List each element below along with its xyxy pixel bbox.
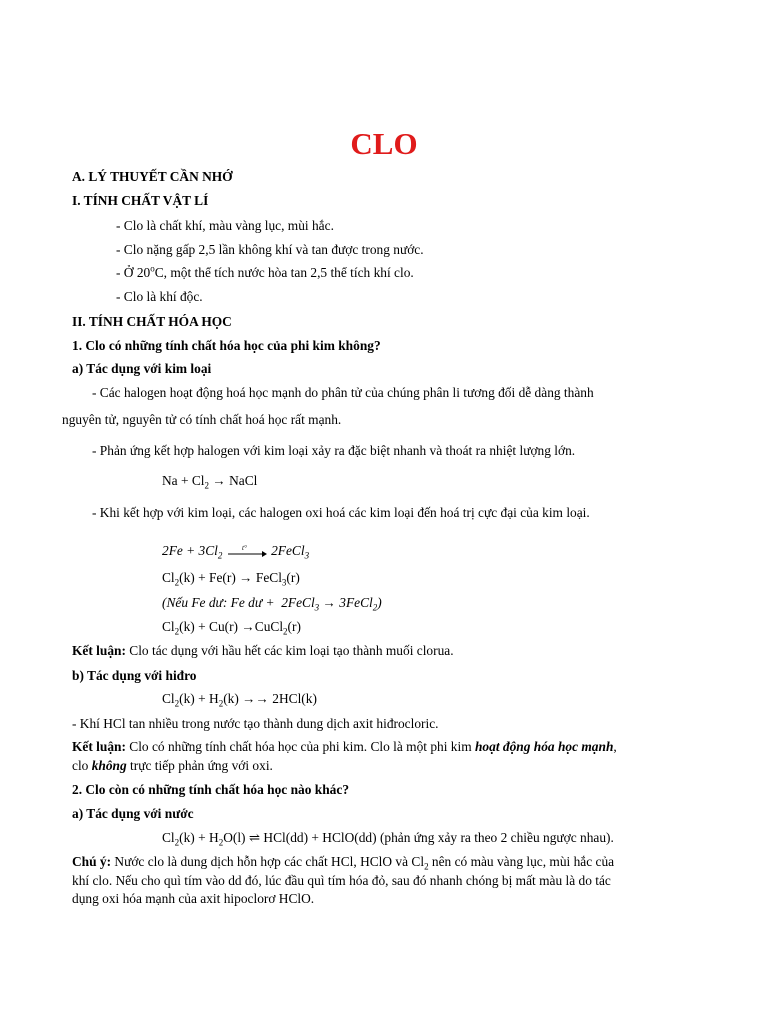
equation-cl2-fe-state: $Cl_2(k) + Fe(r)$ → FeCl$_3$(r) [162, 570, 300, 588]
paragraph-halogen-line-1: - Các halogen hoạt động hoá học mạnh do phân tử của chúng phân li tương đối dễ dàng thành [92, 385, 594, 400]
section-i-heading: I. TÍNH CHẤT VẬT LÍ [72, 193, 209, 208]
question-2-heading: 2. Clo còn có những tính chất hóa học nào khác? [72, 782, 350, 797]
equation-cl2-cu: $Cl_2(k) + Cu(r)$ →CuCl$_2$(r) [162, 619, 301, 637]
heat-label: t° [241, 544, 247, 552]
equation-fe-cl2: $2Fe + 3Cl_2$ t° 2FeCl$_3$ [162, 543, 310, 561]
heat-arrow [226, 545, 268, 559]
note-line-1: Chú ý: Nước clo là dung dịch hỗn hợp các chất HCl, HClO và $Cl_2$ nên có màu vàng lục, mùi hắc của [72, 854, 615, 872]
note-line-2: khí clo. Nếu cho quì tím vào dd đó, lúc đầu quì tím hóa đỏ, sau đó nhanh chóng bị mất màu là do tác [72, 873, 611, 888]
equation-na-cl2: $Na + Cl_2$ → NaCl [162, 473, 258, 491]
note-line-3: dụng oxi hóa mạnh của axit hipoclorơ HClO. [72, 891, 315, 906]
question-1-heading: 1. Clo có những tính chất hóa học của phi kim không? [72, 338, 381, 353]
equation-cl2-water: $Cl_2(k) + H_2O(l)$ ⇌ HCl(dd) + HClO(dd) (phản ứng xảy ra theo 2 chiều ngược nhau). [162, 830, 614, 848]
physical-property-1: - Clo là chất khí, màu vàng lục, mùi hắc. [116, 218, 334, 233]
conclusion-2-line-2: clo không trực tiếp phản ứng với oxi. [72, 758, 273, 773]
paragraph-max-oxidation: - Khi kết hợp với kim loại, các halogen oxi hoá các kim loại đến hoá trị cực đại của kim loại. [92, 505, 590, 520]
paragraph-hcl-solution: - Khí HCl tan nhiều trong nước tạo thành dung dịch axit hiđrocloric. [72, 716, 439, 731]
equation-cl2-h2: $Cl_2(k) + H_2(k) \to\to 2HCl(k)$ [162, 691, 317, 709]
equation-fe-excess-note: (Nếu Fe dư: Fe dư + 2FeCl$_3$ → 3FeCl$_2$) [162, 595, 382, 613]
physical-property-4: - Clo là khí độc. [116, 289, 203, 304]
conclusion-2-line-1: Kết luận: Clo có những tính chất hóa học của phi kim. Clo là một phi kim hoạt động hóa học mạnh, [72, 739, 617, 754]
subsection-1b-heading: b) Tác dụng với hiđro [72, 668, 197, 683]
subsection-1a-heading: a) Tác dụng với kim loại [72, 361, 212, 376]
document-title: CLO [350, 126, 418, 161]
physical-property-2: - Clo nặng gấp 2,5 lần không khí và tan được trong nước. [116, 242, 424, 257]
section-a-heading: A. LÝ THUYẾT CẦN NHỚ [72, 169, 233, 184]
section-ii-heading: II. TÍNH CHẤT HÓA HỌC [72, 314, 232, 329]
physical-property-3: - Ở 20$^o$C, một thể tích nước hòa tan 2,5 thể tích khí clo. [116, 263, 414, 280]
paragraph-reaction-heat: - Phản ứng kết hợp halogen với kim loại xảy ra đặc biệt nhanh và thoát ra nhiệt lượng lớn. [92, 443, 576, 458]
conclusion-1: Kết luận: Clo tác dụng với hầu hết các kim loại tạo thành muối clorua. [72, 643, 454, 658]
paragraph-halogen-line-2: nguyên tử, nguyên tử có tính chất hoá học rất mạnh. [62, 412, 342, 427]
subsection-2a-heading: a) Tác dụng với nước [72, 806, 194, 821]
